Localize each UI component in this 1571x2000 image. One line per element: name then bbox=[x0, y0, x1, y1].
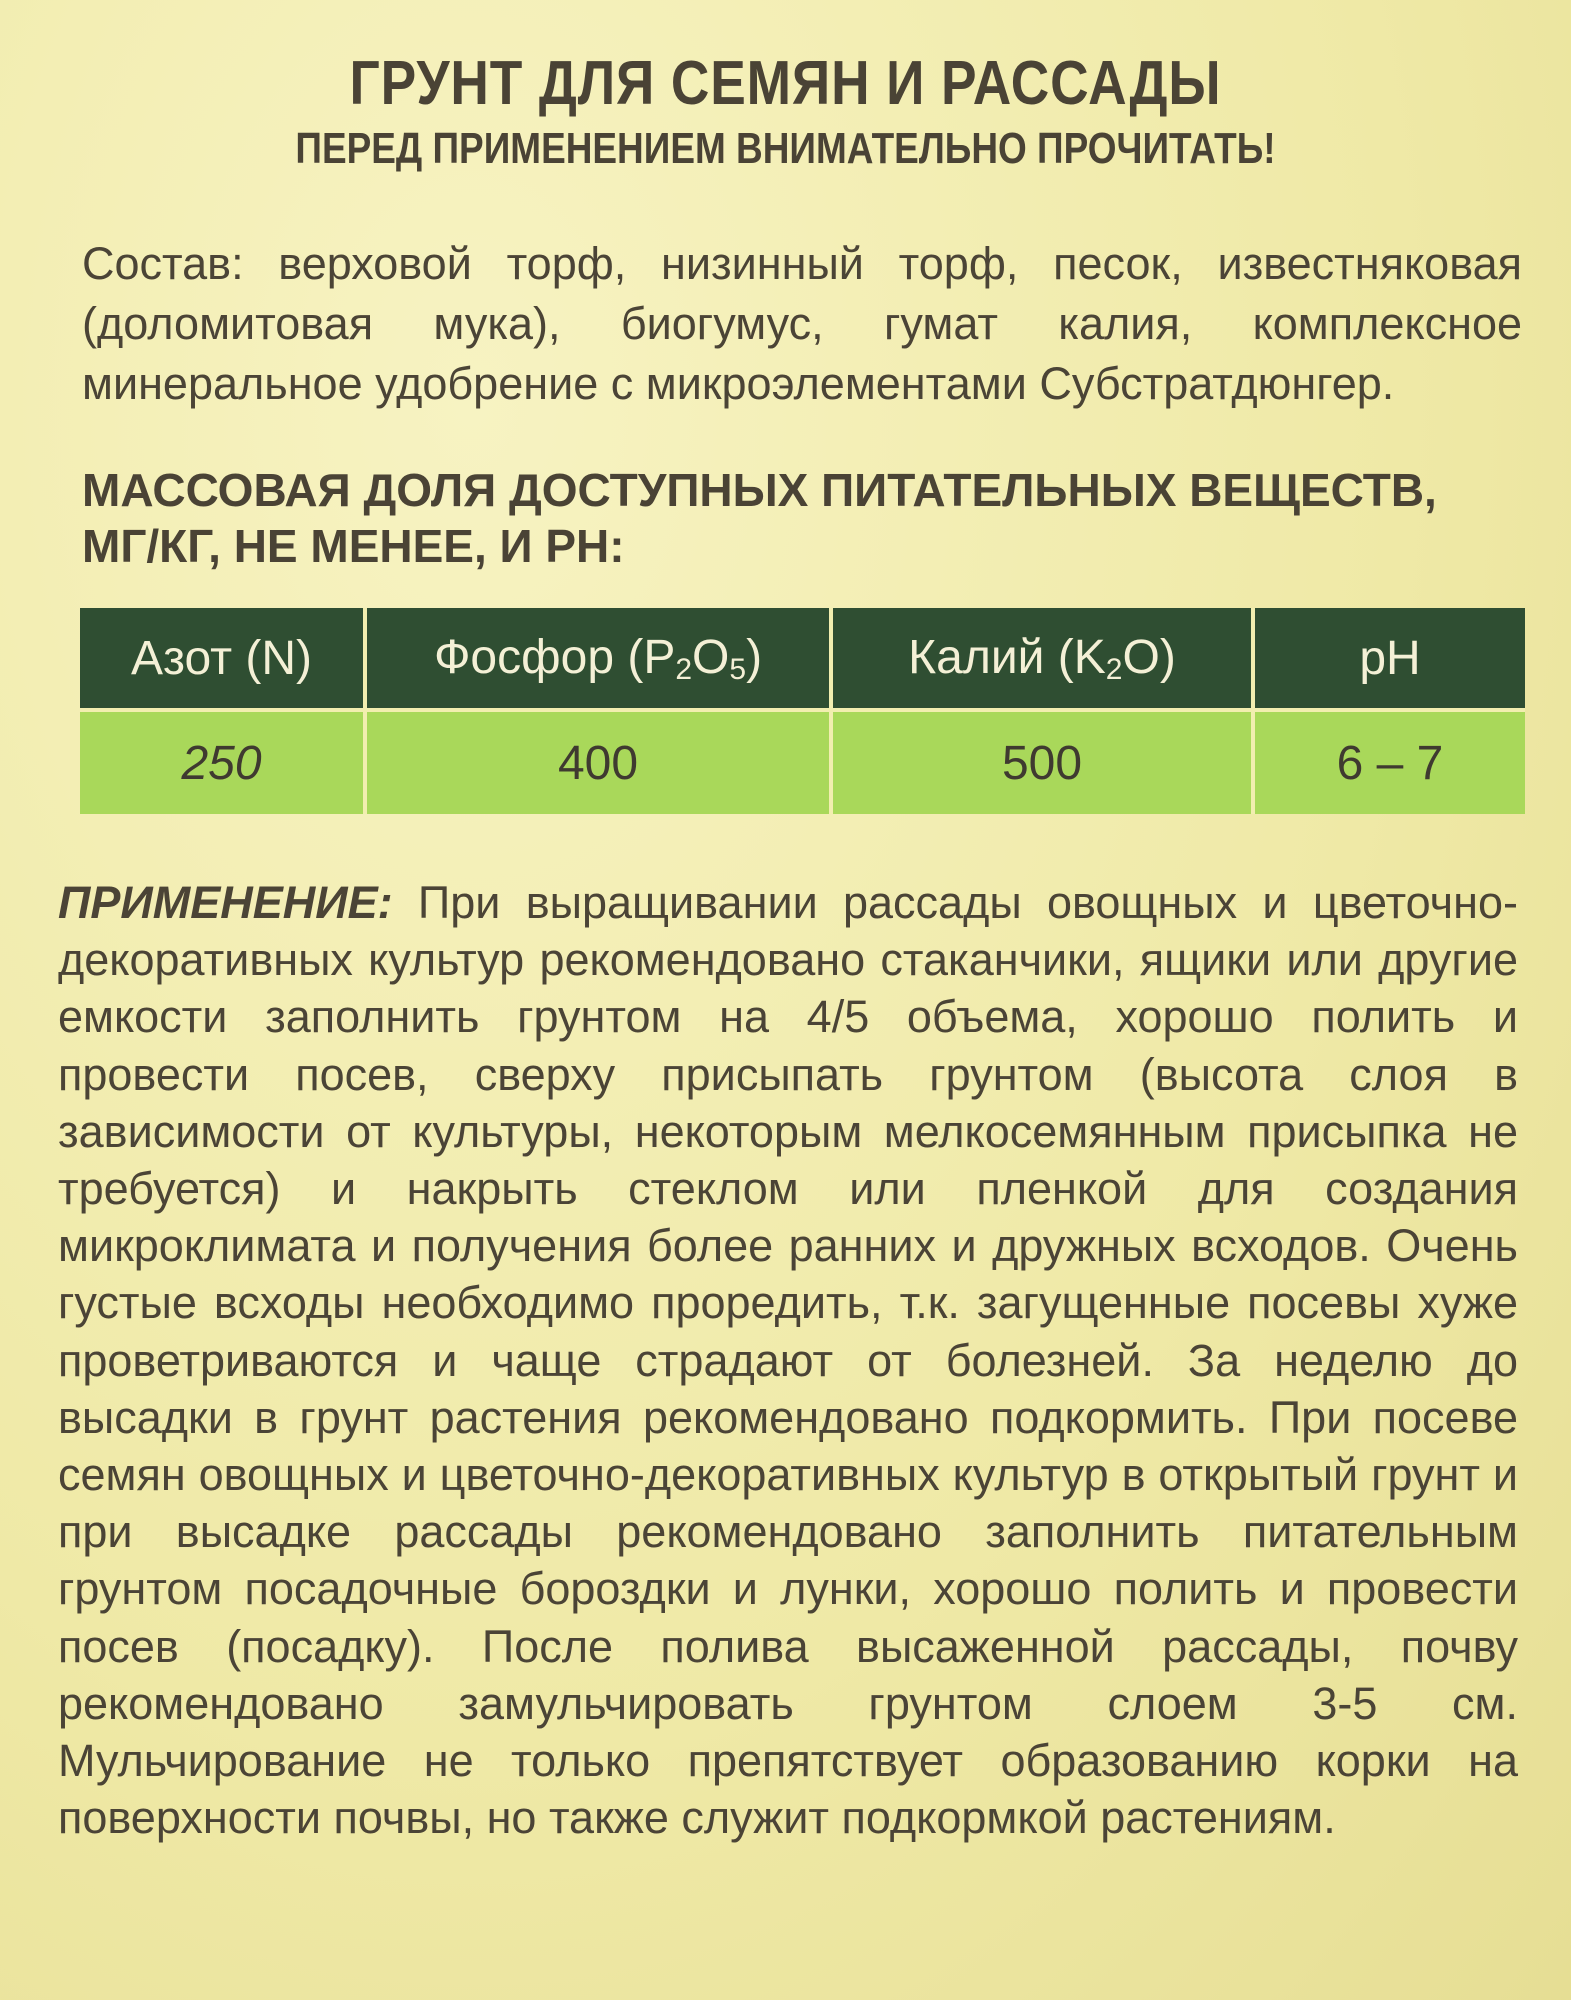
nutrient-value-row bbox=[80, 712, 1525, 814]
header-ph-label: pH bbox=[1359, 631, 1421, 685]
header-potassium-sub: 2 bbox=[1105, 652, 1123, 686]
usage-label: ПРИМЕНЕНИЕ: bbox=[58, 877, 393, 928]
value-potassium: 500 bbox=[833, 712, 1255, 814]
header-potassium bbox=[833, 608, 1255, 712]
nutrient-table bbox=[80, 608, 1525, 814]
header-nitrogen bbox=[80, 608, 367, 712]
header-phosphorus-sub1: 2 bbox=[675, 652, 693, 686]
header-phosphorus-mid: O bbox=[692, 630, 730, 684]
header-phosphorus-sub2: 5 bbox=[729, 652, 747, 686]
header-potassium-label: Калий (K bbox=[908, 630, 1106, 684]
usage-text: При выращивании рассады овощных и цветочно-декоративных культур рекомендовано стаканчики, ящики или другие емкости заполнить грунтом на 4/5 объема, хорошо полить и провести посев, сверху присыпать грунтом (высота слоя в зависимости от культуры, некоторым мелкосемянным присыпка не требуется) и накрыть стеклом или пленкой для создания микроклимата и получения более ранних и дружных всходов. Очень густые всходы необходимо проредить, т.к. загущенные посевы хуже проветриваются и чаще страдают от болезней. За неделю до высадки в грунт растения рекомендовано подкормить. При посеве семян овощных и цветочно-декоративных культур в открытый грунт и при высадке рассады рекомендовано заполнить питательным грунтом посадочные бороздки и лунки, хорошо полить и провести посев (посадку). После полива высаженной рассады, почву рекомендовано замульчировать грунтом слоем 3-5 см. Мульчирование не только препятствует образованию корки на поверхности почвы, но также служит подкормкой растениям. bbox=[58, 877, 1518, 1844]
warning-subtitle: ПЕРЕД ПРИМЕНЕНИЕМ ВНИМАТЕЛЬНО ПРОЧИТАТЬ! bbox=[295, 124, 1276, 173]
composition-text: Состав: верховой торф, низинный торф, песок, известняковая (доломитовая мука), биогумус, гумат калия, комплексное минеральное удобрение с микроэлементами Субстратдюнгер. bbox=[82, 238, 1522, 409]
header-ph bbox=[1255, 608, 1525, 712]
nutrient-header-row bbox=[80, 608, 1525, 712]
product-title: ГРУНТ ДЛЯ СЕМЯН И РАССАДЫ bbox=[349, 49, 1222, 118]
header-nitrogen-label: Азот (N) bbox=[130, 631, 313, 685]
nutrients-heading: МАССОВАЯ ДОЛЯ ДОСТУПНЫХ ПИТАТЕЛЬНЫХ ВЕЩЕСТВ, МГ/КГ, НЕ МЕНЕЕ, И PH: bbox=[82, 464, 1437, 572]
header-phosphorus-label: Фосфор (P bbox=[433, 630, 676, 684]
header-potassium-tail: O) bbox=[1122, 630, 1176, 684]
header-phosphorus bbox=[367, 608, 833, 712]
value-ph: 6 – 7 bbox=[1255, 712, 1525, 814]
value-nitrogen: 250 bbox=[80, 712, 367, 814]
value-phosphorus: 400 bbox=[367, 712, 833, 814]
header-phosphorus-tail: ) bbox=[746, 630, 763, 684]
usage-paragraph bbox=[58, 874, 1518, 1846]
